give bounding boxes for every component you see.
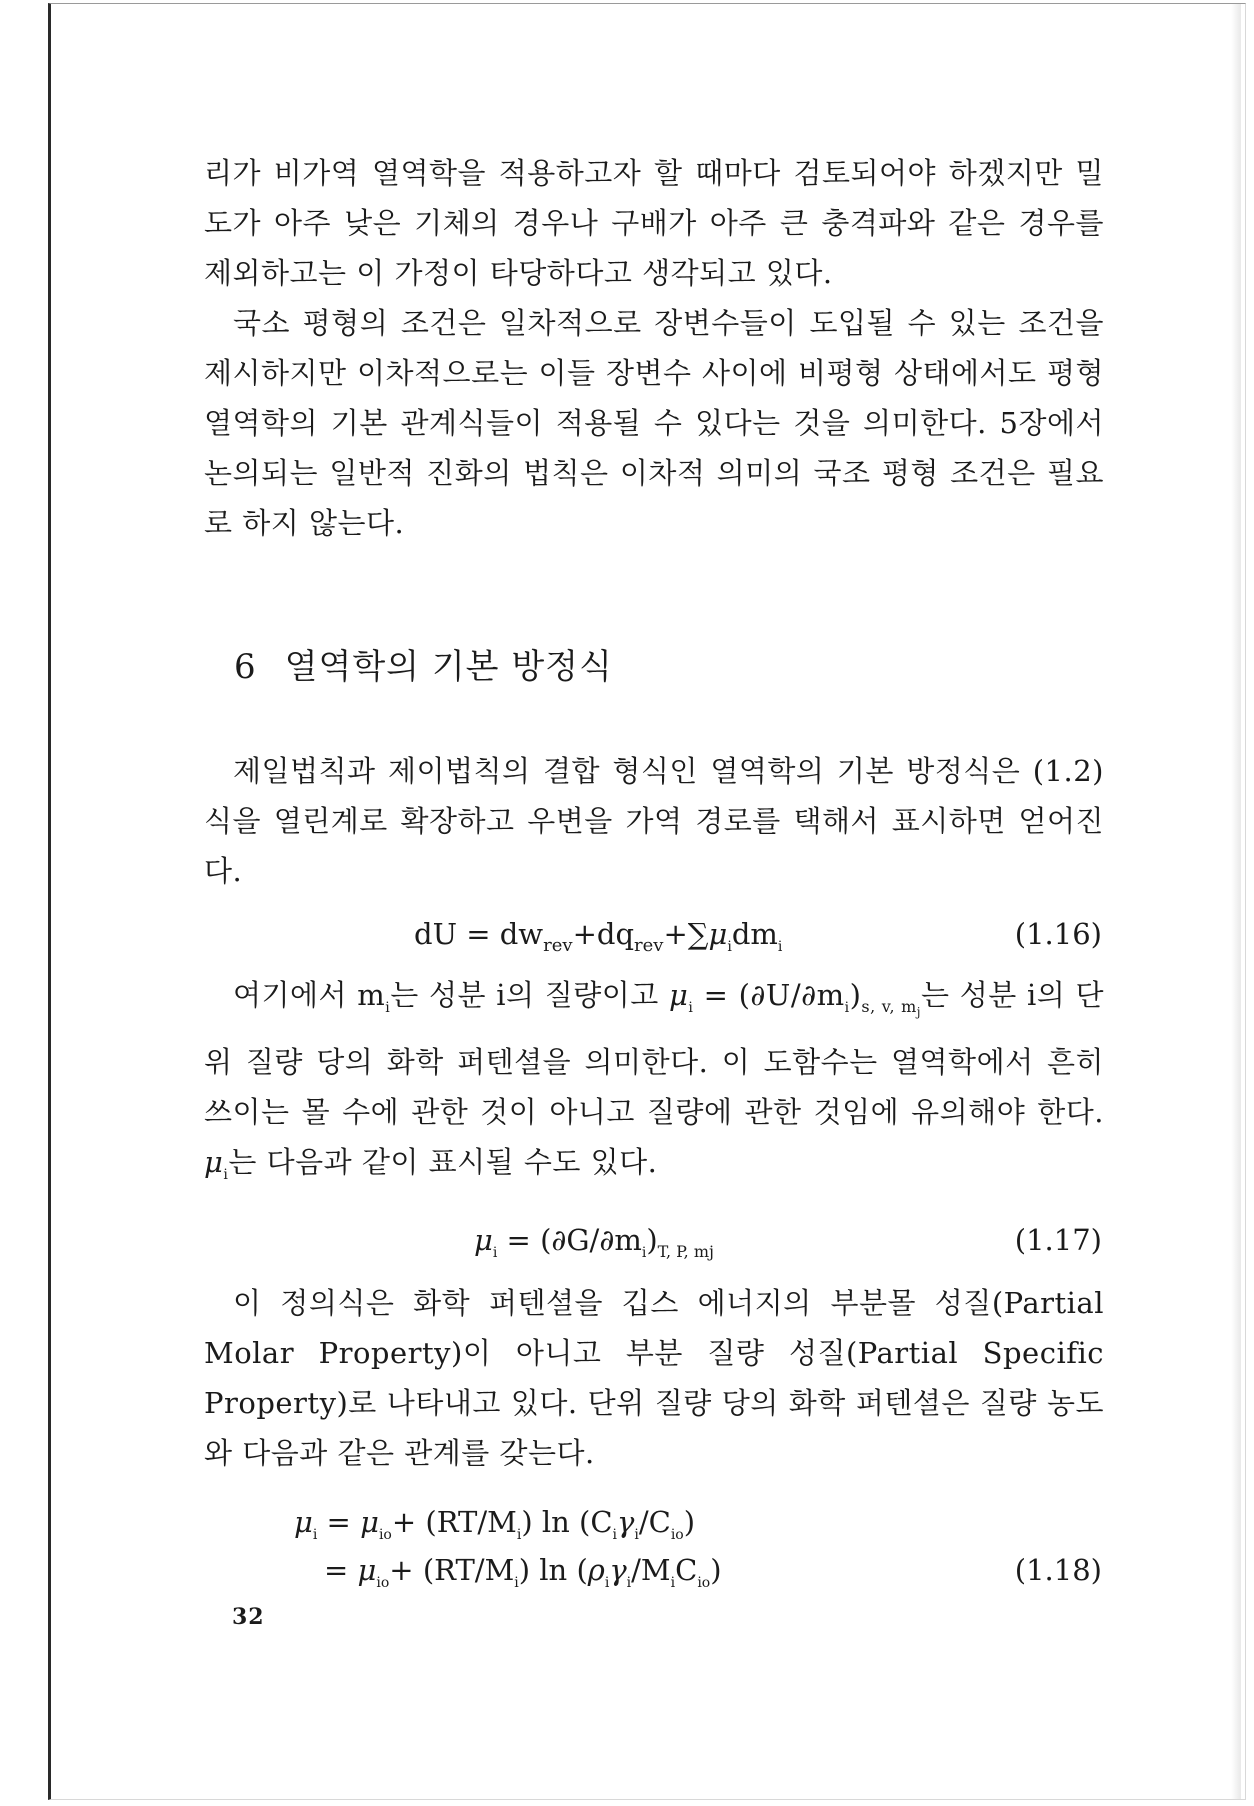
section-heading: [234, 642, 1104, 692]
equation-1-16: [204, 908, 1104, 960]
paragraph-continuation: 리가 비가역 열역학을 적용하고자 할 때마다 검토되어야 하겠지만 밀도가 아주 낮은 기체의 경우나 구배가 아주 큰 충격파와 같은 경우를 제외하고는 이 가정이 타당하다고 생각되고 있다.: [204, 156, 1104, 290]
paragraph-fundamental-equation: 제일법칙과 제이법칙의 결합 형식인 열역학의 기본 방정식은 (1.2)식을 열린계로 확장하고 우변을 가역 경로를 택해서 표시하면 얻어진다.: [204, 754, 1104, 888]
equation-1-18-line-2: = $\mu_{io}+ (RT/M_i)$ $\ln (\rho_i\gamma_i/M_iC_{io})$: [324, 1552, 722, 1591]
section-number: 6: [234, 647, 257, 687]
paragraph-local-equilibrium: 국소 평형의 조건은 일차적으로 장변수들이 도입될 수 있는 조건을 제시하지만 이차적으로는 이들 장변수 사이에 비평형 상태에서도 평형 열역학의 기본 관계식들이 적용될 수 있다는 것을 의미한다. 5장에서 논의되는 일반적 진화의 법칙은 이차적 의미의 국조 평형 조건은 필요로 하지 않는다.: [204, 306, 1104, 540]
equation-1-16-expression: dU = $dw_{rev}+dq_{rev}+\sum\mu_idm_i$: [414, 917, 783, 956]
equation-1-17-expression: $\mu_i = (\partial G/\partial m_i)_{T, P, mj}$: [474, 1222, 714, 1261]
page-body: [204, 148, 1104, 1600]
paragraph-partial-specific: 이 정의식은 화학 퍼텐셜을 깁스 에너지의 부분몰 성질(Partial Molar Property)이 아니고 부분 질량 성질(Partial Specific Property)로 나타내고 있다. 단위 질량 당의 화학 퍼텐셜은 질량 농도와 다음과 같은 관계를 갖는다.: [204, 1285, 1104, 1470]
section-title: 열역학의 기본 방정식: [284, 647, 613, 687]
page-number: 32: [232, 1604, 265, 1630]
paragraph-chemical-potential: 여기에서 $m_i$는 성분 i의 질량이고 $\mu_i = (\partial U/\partial m_i)_{s, v, m_j}$는 성분 i의 단위 질량 당의 화학 퍼텐셜을 의미한다. 이 도함수는 열역학에서 흔히 쓰이는 몰 수에 관한 것이 아니고 질량에 관한 것임에 유의해야 한다. $\mu_i$는 다음과 같이 표시될 수도 있다.: [204, 978, 1104, 1183]
equation-1-17-number: (1.17): [1014, 1222, 1102, 1257]
equation-1-16-number: (1.16): [1014, 917, 1102, 951]
equation-1-18: [204, 1496, 1104, 1600]
equation-1-17: [204, 1214, 1104, 1266]
equation-1-18-line-1: $\mu_i = \mu_{io}+ (RT/M_i)$ $\ln (C_i\gamma_i/C_{io})$: [294, 1504, 696, 1543]
equation-1-18-number: (1.18): [1014, 1552, 1102, 1587]
